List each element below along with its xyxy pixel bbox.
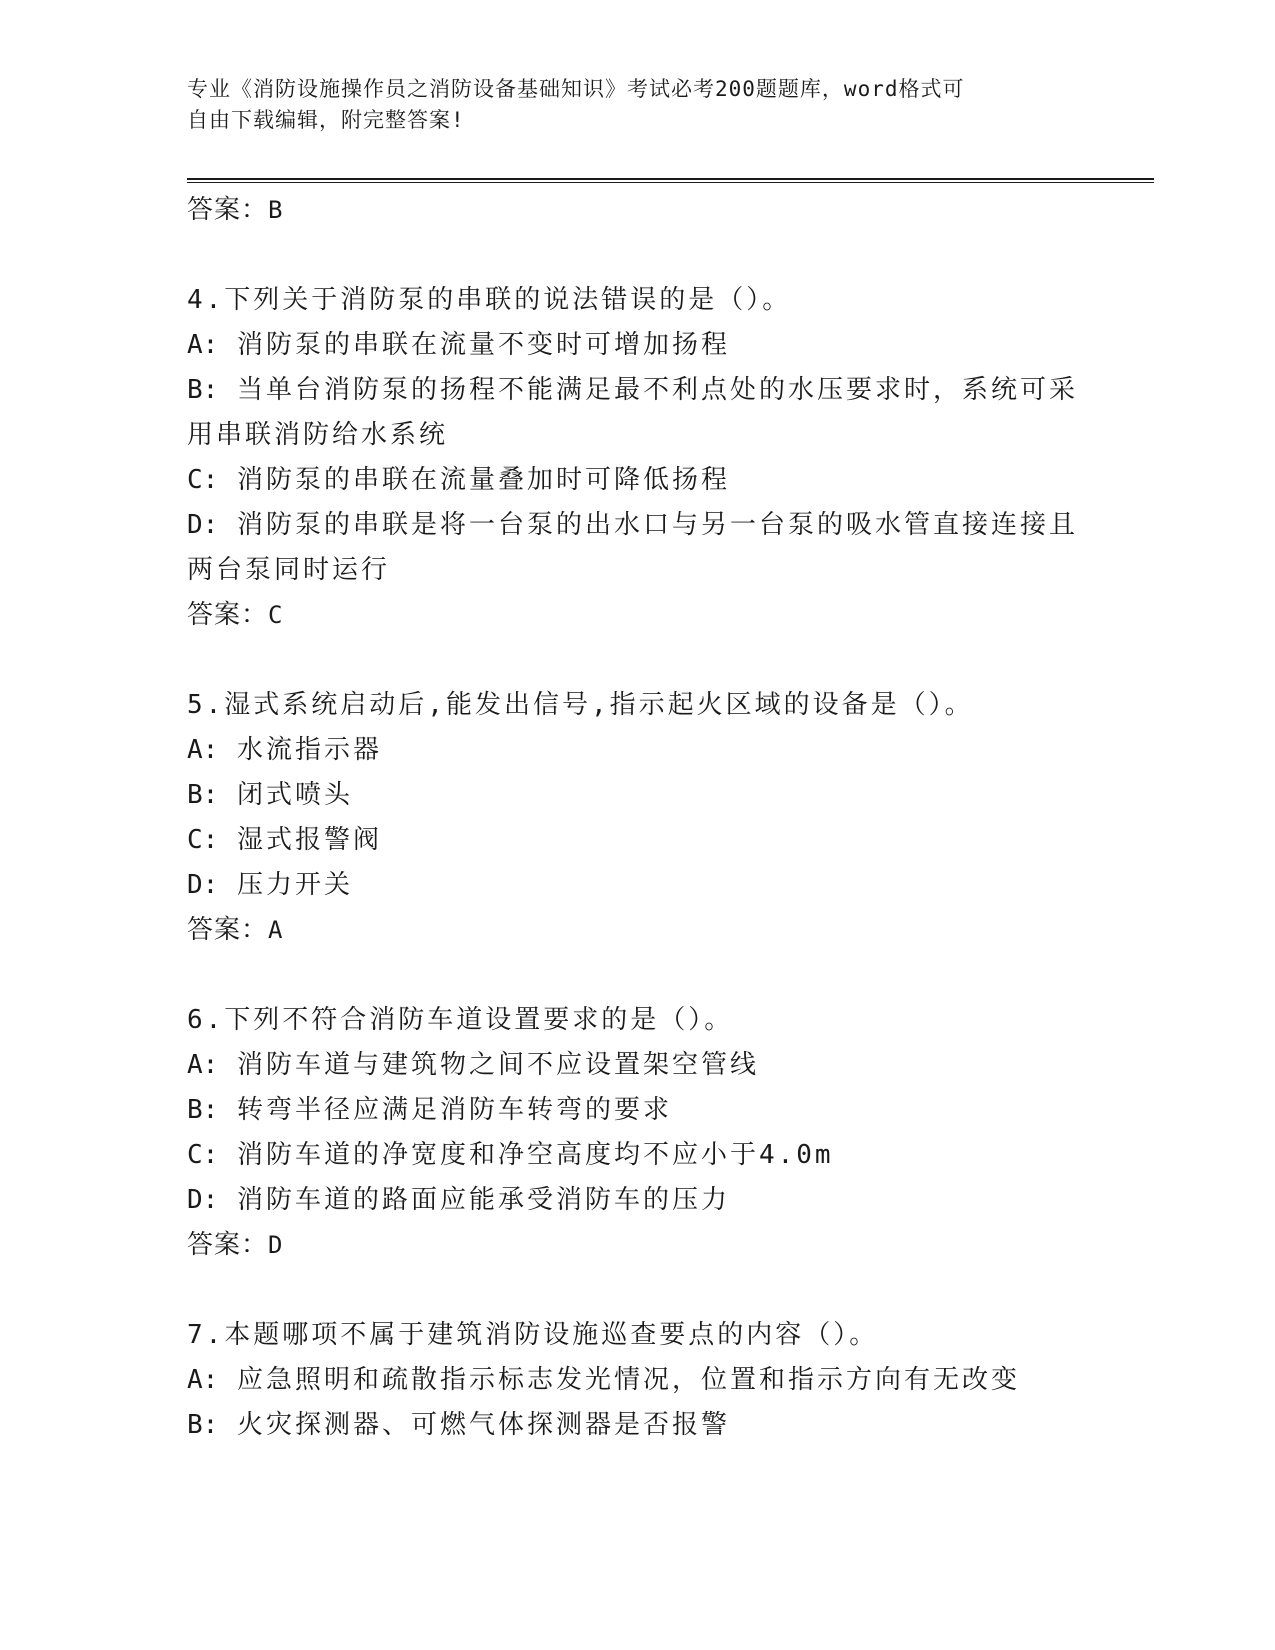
option-a [187,728,1087,773]
answer-value: D [268,1231,284,1259]
option-b [187,1088,1087,1133]
option-d [187,1178,1087,1223]
option-letter: B: [187,1095,219,1125]
option-letter: B: [187,375,219,405]
option-text: 压力开关 [218,870,353,900]
option-text: 当单台消防泵的扬程不能满足最不利点处的水压要求时，系统可采用串联消防给水系统 [187,375,1078,450]
option-d [187,503,1087,593]
option-a [187,323,1087,368]
spacer [187,1268,1087,1313]
option-text: 转弯半径应满足消防车转弯的要求 [218,1095,672,1125]
answer-line [187,908,1087,953]
answer-value: A [268,916,284,944]
answer-line [187,1223,1087,1268]
option-letter: B: [187,780,219,810]
option-text: 消防泵的串联在流量不变时可增加扬程 [218,330,730,360]
option-text: 消防泵的串联在流量叠加时可降低扬程 [218,465,730,495]
answer-label: 答案： [187,1230,269,1260]
option-letter: C: [187,1140,219,1170]
question-stem: 6.下列不符合消防车道设置要求的是（）。 [187,1005,734,1035]
spacer [187,953,1087,998]
page-header: 专业《消防设施操作员之消防设备基础知识》考试必考200题题库，word格式可 自由下载编辑，附完整答案! [187,77,965,132]
option-text: 消防车道的净宽度和净空高度均不应小于4.0m [218,1140,834,1170]
option-letter: A: [187,1050,219,1080]
answer-label: 答案： [187,195,269,225]
option-letter: C: [187,825,219,855]
option-text: 闭式喷头 [218,780,353,810]
answer-value: C [268,601,284,629]
option-text: 水流指示器 [218,735,382,765]
option-text: 消防车道的路面应能承受消防车的压力 [218,1185,730,1215]
option-letter: B: [187,1410,219,1440]
header-rule-thick [187,178,1154,180]
option-text: 消防泵的串联是将一台泵的出水口与另一台泵的吸水管直接连接且两台泵同时运行 [187,510,1078,585]
option-letter: A: [187,735,219,765]
option-letter: D: [187,870,219,900]
option-c [187,1133,1087,1178]
header-rule-thin [187,182,1154,183]
option-text: 消防车道与建筑物之间不应设置架空管线 [218,1050,759,1080]
answer-line [187,188,1087,233]
option-letter: A: [187,1365,219,1395]
answer-line [187,593,1087,638]
option-c [187,458,1087,503]
option-text: 应急照明和疏散指示标志发光情况，位置和指示方向有无改变 [218,1365,1020,1395]
option-text: 湿式报警阀 [218,825,382,855]
answer-label: 答案： [187,600,269,630]
answer-value: B [268,196,284,224]
option-b [187,1403,1087,1448]
option-letter: C: [187,465,219,495]
answer-label: 答案： [187,915,269,945]
question-stem: 7.本题哪项不属于建筑消防设施巡查要点的内容（）。 [187,1320,879,1350]
question-stem: 5.湿式系统启动后,能发出信号,指示起火区域的设备是（）。 [187,690,974,720]
option-letter: D: [187,1185,219,1215]
option-letter: A: [187,330,219,360]
option-a [187,1043,1087,1088]
option-letter: D: [187,510,219,540]
question-content [187,188,1087,1448]
spacer [187,233,1087,278]
option-b [187,368,1087,458]
spacer [187,638,1087,683]
option-c [187,818,1087,863]
option-text: 火灾探测器、可燃气体探测器是否报警 [218,1410,730,1440]
option-d [187,863,1087,908]
option-a [187,1358,1087,1403]
option-b [187,773,1087,818]
question-stem: 4.下列关于消防泵的串联的说法错误的是（）。 [187,285,792,315]
